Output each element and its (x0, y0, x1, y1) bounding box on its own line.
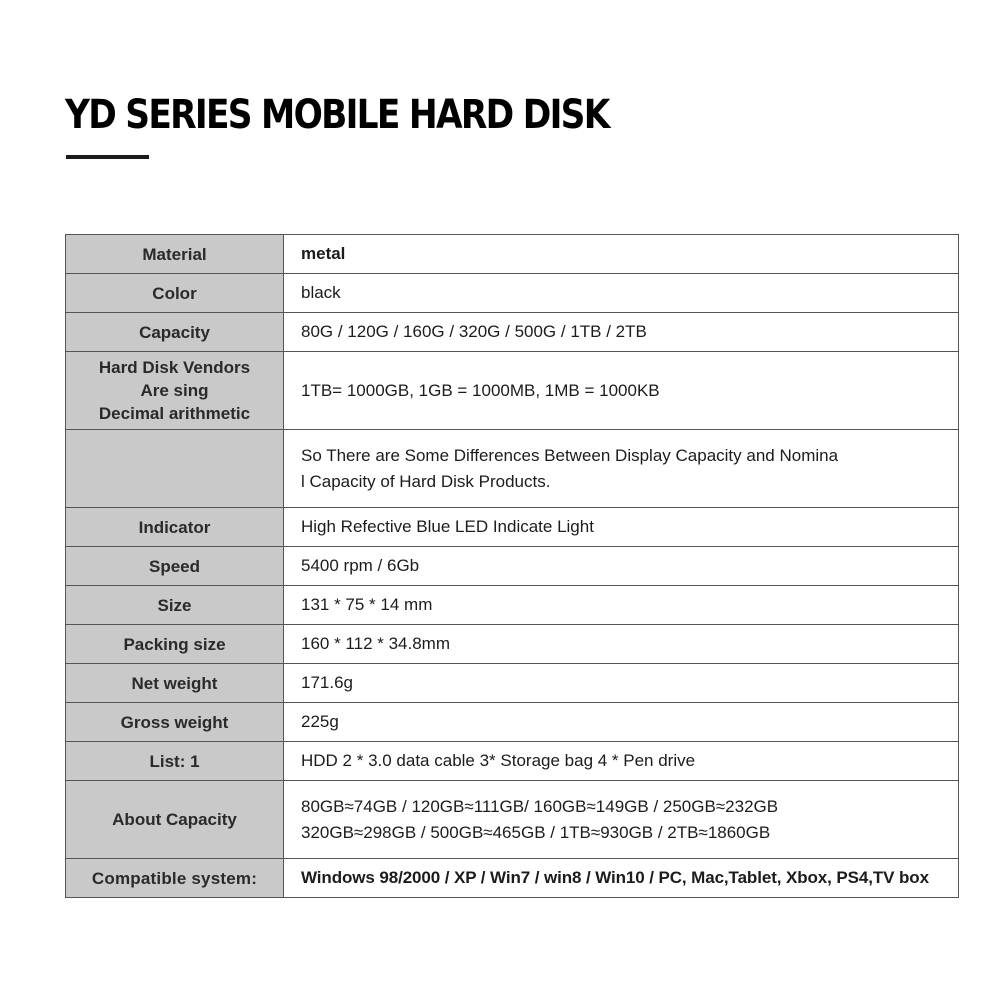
table-row (66, 430, 959, 508)
table-row (66, 586, 959, 625)
spec-value-line: black (301, 283, 341, 302)
spec-value-line: metal (301, 244, 346, 263)
spec-value-line: 131 * 75 * 14 mm (301, 595, 433, 614)
spec-value-speed (284, 547, 959, 586)
spec-value-net-weight (284, 664, 959, 703)
spec-label-empty (66, 430, 284, 508)
spec-value-vendors (284, 352, 959, 430)
spec-value-packing-size (284, 625, 959, 664)
spec-value-size (284, 586, 959, 625)
spec-value-line: 5400 rpm / 6Gb (301, 556, 420, 575)
page-title: YD SERIES MOBILE HARD DISK (65, 92, 609, 138)
spec-label-size: Size (66, 586, 284, 625)
spec-label-capacity: Capacity (66, 313, 284, 352)
table-row (66, 508, 959, 547)
table-row (66, 742, 959, 781)
spec-value-line: 80GB≈74GB / 120GB≈111GB/ 160GB≈149GB / 250GB≈232GB (301, 796, 779, 816)
spec-label-line: Decimal arithmetic (98, 404, 251, 423)
spec-label-color: Color (66, 274, 284, 313)
table-row (66, 703, 959, 742)
title-underline (66, 155, 149, 159)
spec-value-line: 1TB= 1000GB, 1GB = 1000MB, 1MB = 1000KB (301, 380, 660, 400)
spec-value-line: l Capacity of Hard Disk Products. (301, 471, 551, 491)
spec-value-gross-weight (284, 703, 959, 742)
spec-value-compatible-system (284, 859, 959, 898)
spec-value-color (284, 274, 959, 313)
spec-label-packing-size: Packing size (66, 625, 284, 664)
spec-value-line: HDD 2 * 3.0 data cable 3* Storage bag 4 * Pen drive (301, 751, 696, 770)
spec-value-material (284, 235, 959, 274)
spec-value-differences (284, 430, 959, 508)
spec-value-line: 171.6g (301, 673, 353, 692)
spec-value-line: 225g (301, 712, 339, 731)
spec-label-speed: Speed (66, 547, 284, 586)
spec-label-indicator: Indicator (66, 508, 284, 547)
spec-value-indicator (284, 508, 959, 547)
table-row (66, 547, 959, 586)
spec-value-line: 320GB≈298GB / 500GB≈465GB / 1TB≈930GB / 2TB≈1860GB (301, 822, 771, 842)
table-row (66, 625, 959, 664)
spec-value-about-capacity (284, 781, 959, 859)
spec-label-gross-weight: Gross weight (66, 703, 284, 742)
spec-value-list (284, 742, 959, 781)
spec-value-line: Windows 98/2000 / XP / Win7 / win8 / Win10 / PC, Mac,Tablet, Xbox, PS4,TV box (301, 868, 929, 887)
table-row (66, 859, 959, 898)
spec-label-material: Material (66, 235, 284, 274)
spec-label-line: Are sing (140, 381, 209, 400)
table-row (66, 352, 959, 430)
table-row (66, 664, 959, 703)
spec-value-line: So There are Some Differences Between Display Capacity and Nomina (301, 445, 839, 465)
spec-table (65, 234, 959, 898)
spec-value-line: 80G / 120G / 160G / 320G / 500G / 1TB / 2TB (301, 322, 647, 341)
spec-label-net-weight: Net weight (66, 664, 284, 703)
table-row (66, 313, 959, 352)
spec-label-vendors (66, 352, 284, 430)
table-row (66, 781, 959, 859)
spec-label-line: Hard Disk Vendors (98, 358, 251, 377)
table-row (66, 235, 959, 274)
table-row (66, 274, 959, 313)
spec-label-compatible-system: Compatible system: (66, 859, 284, 898)
spec-value-line: High Refective Blue LED Indicate Light (301, 517, 594, 536)
spec-value-line: 160 * 112 * 34.8mm (301, 634, 450, 653)
spec-label-list: List: 1 (66, 742, 284, 781)
spec-label-about-capacity: About Capacity (66, 781, 284, 859)
spec-value-capacity (284, 313, 959, 352)
